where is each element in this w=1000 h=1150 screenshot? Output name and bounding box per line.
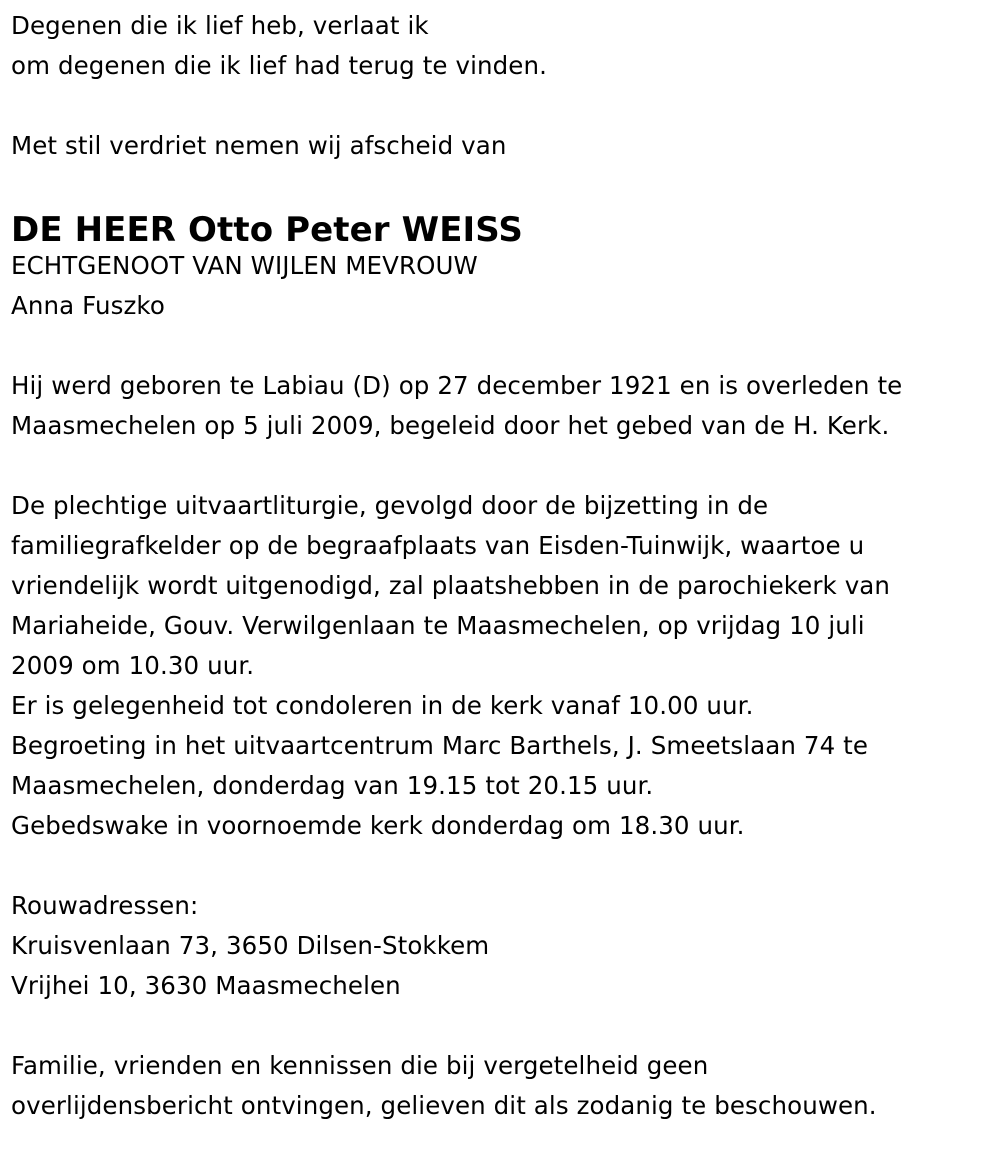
spouse-name: Anna Fuszko (11, 291, 165, 320)
closing-line: Familie, vrienden en kennissen die bij vergetelheid geen (11, 1051, 709, 1080)
spacer (11, 166, 991, 206)
greeting-line: Maasmechelen, donderdag van 19.15 tot 20.15 uur. (11, 771, 654, 800)
spacer (11, 326, 991, 366)
funeral-line: De plechtige uitvaartliturgie, gevolgd door de bijzetting in de (11, 491, 769, 520)
closing-paragraph (11, 1046, 991, 1126)
obituary-notice (11, 6, 991, 1126)
addresses-heading: Rouwadressen: (11, 891, 199, 920)
spacer (11, 86, 991, 126)
spacer (11, 1006, 991, 1046)
greeting-line: Begroeting in het uitvaartcentrum Marc Barthels, J. Smeetslaan 74 te (11, 731, 869, 760)
spacer (11, 446, 991, 486)
deceased-relation: ECHTGENOOT VAN WIJLEN MEVROUW (11, 251, 478, 280)
verse (11, 6, 991, 86)
condolence-line: Er is gelegenheid tot condoleren in de kerk vanaf 10.00 uur. (11, 691, 754, 720)
addresses-block (11, 886, 991, 1006)
address-line: Kruisvenlaan 73, 3650 Dilsen-Stokkem (11, 931, 490, 960)
funeral-line: familiegrafkelder op de begraafplaats van Eisden-Tuinwijk, waartoe u (11, 531, 865, 560)
closing-line: overlijdensbericht ontvingen, gelieven dit als zodanig te beschouwen. (11, 1091, 877, 1120)
funeral-line: 2009 om 10.30 uur. (11, 651, 255, 680)
address-line: Vrijhei 10, 3630 Maasmechelen (11, 971, 401, 1000)
funeral-paragraph (11, 486, 991, 846)
deceased-name: DE HEER Otto Peter WEISS (11, 210, 523, 250)
vigil-line: Gebedswake in voornoemde kerk donderdag om 18.30 uur. (11, 811, 745, 840)
intro-text: Met stil verdriet nemen wij afscheid van (11, 131, 507, 160)
deceased-block (11, 206, 991, 326)
birth-death-line: Hij werd geboren te Labiau (D) op 27 december 1921 en is overleden te (11, 371, 903, 400)
funeral-line: vriendelijk wordt uitgenodigd, zal plaatshebben in de parochiekerk van (11, 571, 891, 600)
verse-line: Degenen die ik lief heb, verlaat ik (11, 11, 429, 40)
verse-line: om degenen die ik lief had terug te vinden. (11, 51, 547, 80)
birth-death-paragraph (11, 366, 991, 446)
funeral-line: Mariaheide, Gouv. Verwilgenlaan te Maasmechelen, op vrijdag 10 juli (11, 611, 865, 640)
spacer (11, 846, 991, 886)
birth-death-line: Maasmechelen op 5 juli 2009, begeleid door het gebed van de H. Kerk. (11, 411, 890, 440)
